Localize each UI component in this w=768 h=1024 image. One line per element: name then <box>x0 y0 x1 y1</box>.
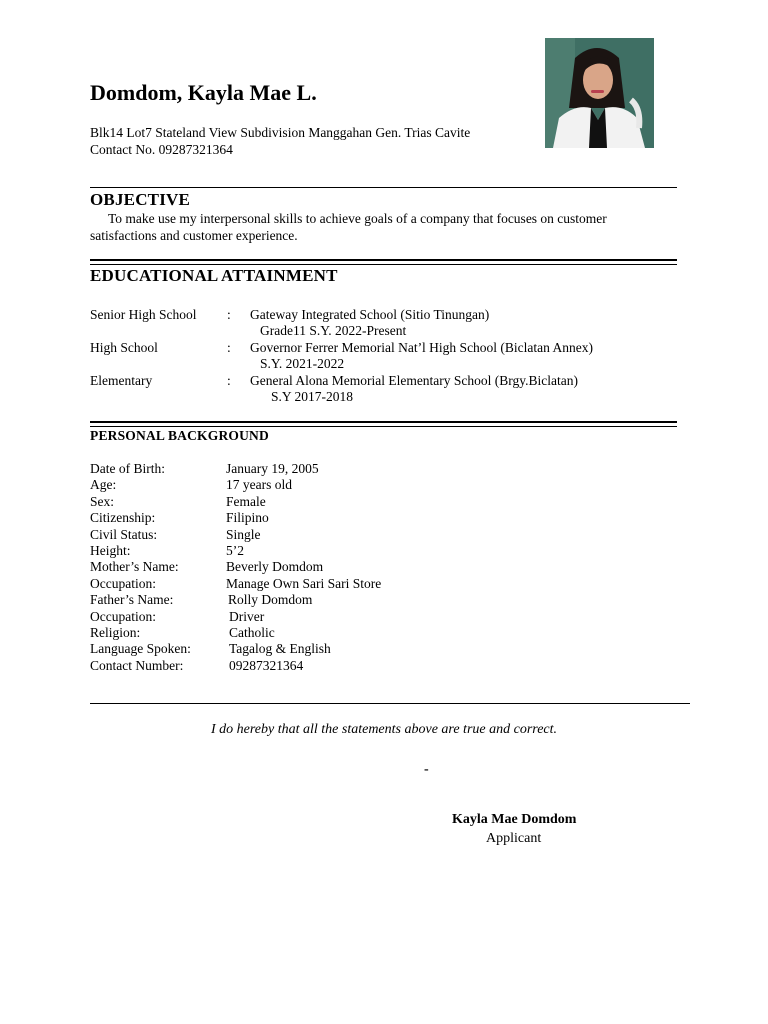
personal-row-age <box>90 477 490 493</box>
personal-label: Sex: <box>90 493 115 509</box>
personal-label: Date of Birth: <box>90 461 165 476</box>
personal-value: Single <box>226 526 261 542</box>
personal-row-sex <box>90 494 490 510</box>
personal-label: Father’s Name: <box>90 592 174 608</box>
personal-row-birthdate <box>90 461 490 477</box>
personal-divider <box>90 703 690 704</box>
personal-value: Catholic <box>229 624 275 640</box>
objective-line-2: satisfactions and customer experience. <box>90 228 298 243</box>
personal-value: Manage Own Sari Sari Store <box>226 575 382 591</box>
objective-line-1: To make use my interpersonal skills to achieve goals of a company that focuses on customer <box>108 211 607 226</box>
personal-label: Religion: <box>90 624 141 640</box>
personal-background-list <box>90 461 490 674</box>
personal-label: Language Spoken: <box>90 641 191 657</box>
education-level: Senior High School <box>90 307 197 322</box>
personal-value: Driver <box>229 608 265 624</box>
personal-label: Occupation: <box>90 575 156 591</box>
personal-row-father-name <box>90 592 490 608</box>
contact-block <box>90 124 470 158</box>
personal-row-mother-occupation <box>90 576 490 592</box>
personal-value: Filipino <box>226 510 269 526</box>
address-line: Blk14 Lot7 Stateland View Subdivision Manggahan Gen. Trias Cavite <box>90 125 471 140</box>
education-row <box>90 307 690 339</box>
profile-photo <box>545 38 654 148</box>
education-heading: EDUCATIONAL ATTAINMENT <box>90 266 338 285</box>
personal-value: January 19, 2005 <box>226 461 319 476</box>
signature-mark: - <box>424 762 429 777</box>
personal-row-contact-number <box>90 658 490 674</box>
personal-label: Age: <box>90 477 117 493</box>
personal-value: Rolly Domdom <box>228 592 313 608</box>
education-colon: : <box>227 340 231 355</box>
education-school-year: S.Y. 2021-2022 <box>260 356 345 371</box>
header-divider <box>90 187 677 188</box>
personal-value: Tagalog & English <box>229 641 331 657</box>
personal-row-mother-name <box>90 559 490 575</box>
personal-row-civil-status <box>90 527 490 543</box>
applicant-name: Domdom, Kayla Mae L. <box>90 80 317 105</box>
education-divider <box>90 421 677 427</box>
personal-label: Height: <box>90 542 131 558</box>
education-row <box>90 340 690 372</box>
education-school: Governor Ferrer Memorial Nat’l High School (Biclatan Annex) <box>250 340 594 355</box>
education-level: High School <box>90 340 158 355</box>
personal-label: Citizenship: <box>90 510 156 526</box>
personal-label: Civil Status: <box>90 526 158 542</box>
education-school: Gateway Integrated School (Sitio Tinungan) <box>250 307 490 322</box>
personal-label: Contact Number: <box>90 657 184 673</box>
personal-row-religion <box>90 625 490 641</box>
personal-value: 09287321364 <box>229 657 304 673</box>
education-school: General Alona Memorial Elementary School (Brgy.Biclatan) <box>250 373 579 388</box>
education-level: Elementary <box>90 373 153 388</box>
personal-value: Beverly Domdom <box>226 559 324 575</box>
personal-row-language <box>90 641 490 657</box>
personal-label: Occupation: <box>90 608 156 624</box>
signer-name: Kayla Mae Domdom <box>452 812 577 827</box>
personal-row-citizenship <box>90 510 490 526</box>
contact-line: Contact No. 09287321364 <box>90 142 233 157</box>
education-school-year: Grade11 S.Y. 2022-Present <box>260 323 407 338</box>
personal-value: Female <box>226 493 266 509</box>
personal-heading: PERSONAL BACKGROUND <box>90 428 269 443</box>
education-colon: : <box>227 307 231 322</box>
personal-row-height <box>90 543 490 559</box>
profile-photo-illustration <box>545 38 654 148</box>
education-row <box>90 373 690 405</box>
objective-text <box>90 210 690 244</box>
objective-heading: OBJECTIVE <box>90 190 191 209</box>
education-colon: : <box>227 373 231 388</box>
personal-value: 5’2 <box>226 542 244 558</box>
objective-divider <box>90 259 677 265</box>
personal-row-father-occupation <box>90 609 490 625</box>
personal-label: Mother’s Name: <box>90 559 179 575</box>
signer-role: Applicant <box>486 831 542 846</box>
declaration-statement: I do hereby that all the statements above are true and correct. <box>210 722 558 737</box>
education-school-year: S.Y 2017-2018 <box>271 389 354 404</box>
personal-value: 17 years old <box>226 477 292 493</box>
